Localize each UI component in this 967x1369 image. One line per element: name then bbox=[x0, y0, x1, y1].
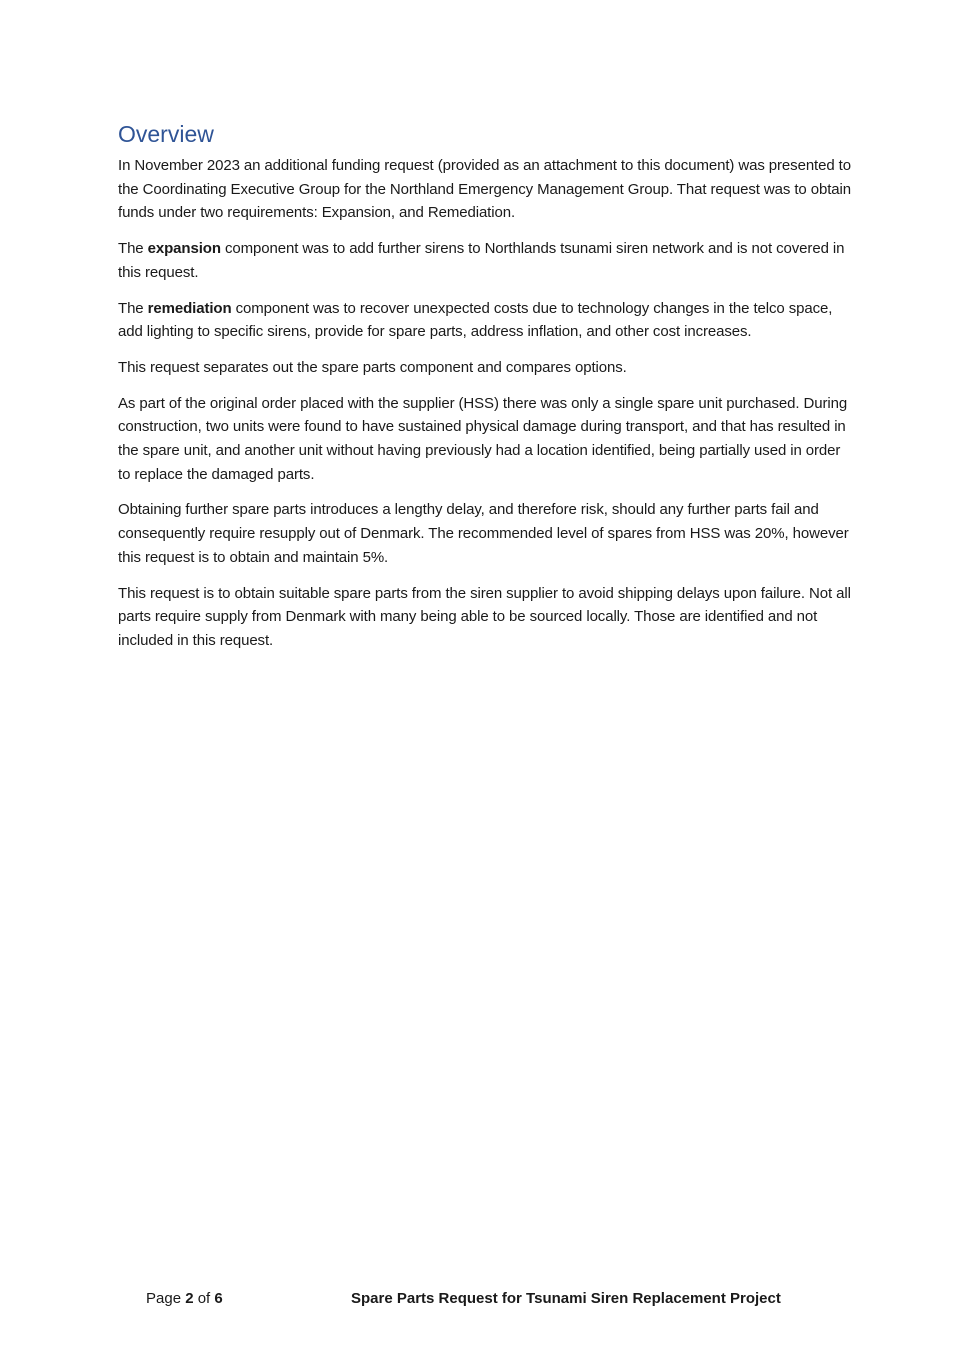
bold-term-expansion: expansion bbox=[147, 240, 221, 258]
paragraph-text: As part of the original order placed with the supplier (HSS) there was only a single spare unit purchased. During construction, two units were found to have sustained physical damage during transport, and that has resulted in the spare unit, and another unit without having previously had a location identified, being partially used in order to replace the damaged parts. bbox=[118, 394, 848, 483]
paragraph-1 bbox=[118, 154, 853, 225]
paragraph-5 bbox=[118, 392, 853, 487]
current-page: 2 bbox=[185, 1290, 194, 1307]
paragraph-2 bbox=[118, 237, 853, 284]
page-number bbox=[146, 1290, 223, 1307]
section-heading: Overview bbox=[118, 121, 214, 147]
footer-title: Spare Parts Request for Tsunami Siren Replacement Project bbox=[351, 1290, 781, 1307]
paragraph-6 bbox=[118, 498, 853, 569]
paragraph-4 bbox=[118, 356, 853, 380]
paragraph-text: component was to recover unexpected costs due to technology changes in the telco space, add lighting to specific sirens, provide for spare parts, address inflation, and other cost increases. bbox=[118, 299, 833, 341]
paragraph-text: component was to add further sirens to Northlands tsunami siren network and is not covered in this request. bbox=[118, 240, 845, 281]
paragraph-text: The bbox=[118, 299, 148, 317]
paragraph-text: This request separates out the spare parts component and compares options. bbox=[118, 358, 627, 376]
paragraph-3 bbox=[118, 297, 853, 344]
paragraph-text: In November 2023 an additional funding request (provided as an attachment to this document) was presented to the Coordinating Executive Group for the Northland Emergency Management Group. That request was to obtain funds under two requirements: Expansion, and Remediation. bbox=[118, 157, 851, 222]
page-content bbox=[118, 118, 853, 665]
total-pages: 6 bbox=[214, 1290, 223, 1307]
page-mid: of bbox=[193, 1290, 215, 1307]
paragraph-text: Obtaining further spare parts introduces a lengthy delay, and therefore risk, should any further parts fail and consequently require resupply out of Denmark. The recommended level of spares from HSS was 20%, however this request is to obtain and maintain 5%. bbox=[118, 501, 849, 566]
bold-term-remediation: remediation bbox=[147, 299, 232, 317]
paragraph-text: This request is to obtain suitable spare parts from the siren supplier to avoid shipping delays upon failure. Not all parts require supply from Denmark with many being able to be sourced locally. Those are identified and not included in this request. bbox=[118, 584, 851, 649]
page-footer bbox=[0, 1290, 967, 1314]
paragraph-text: The bbox=[118, 240, 148, 258]
paragraph-7 bbox=[118, 582, 853, 653]
page-prefix: Page bbox=[146, 1290, 186, 1307]
